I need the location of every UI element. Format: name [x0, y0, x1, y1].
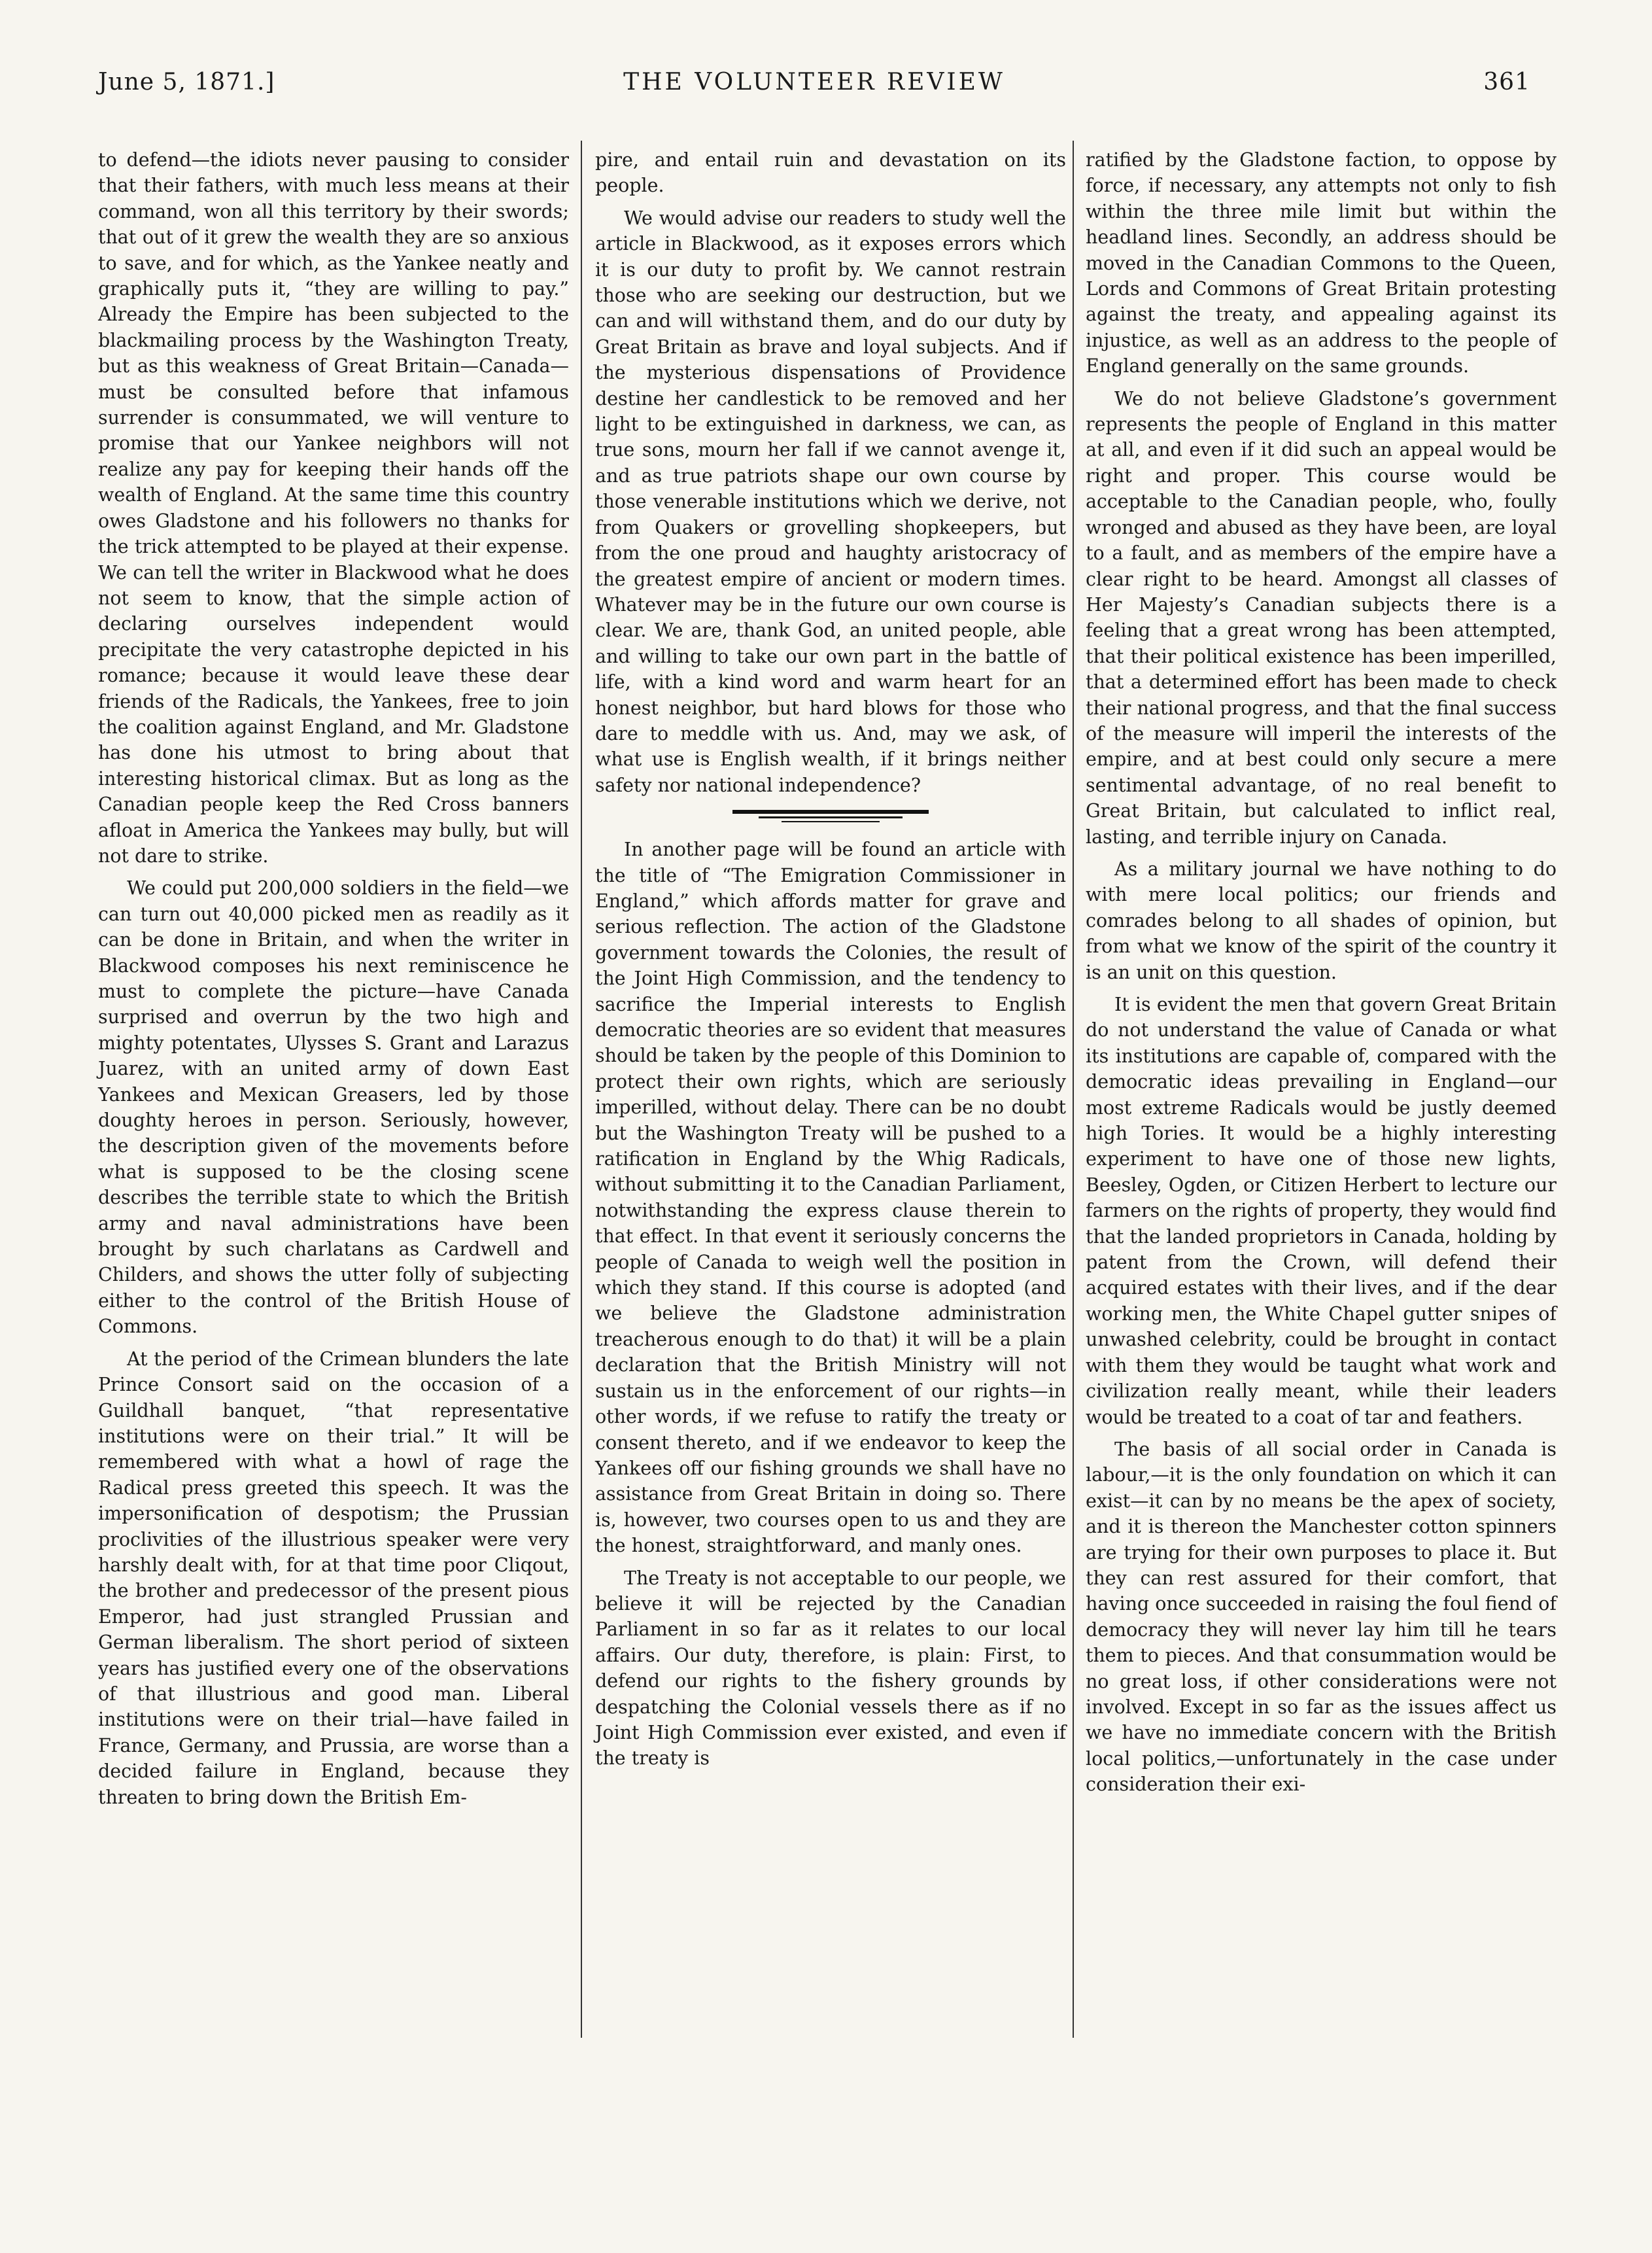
column-2 — [595, 147, 1066, 1778]
paragraph: We would advise our readers to study well the article in Blackwood, as it exposes errors which it is our duty to profit by. We cannot restrain those who are seeking our destruction, but we can and will withstand them, and do our duty by Great Britain as brave and loyal subjects. And if the mysterious dispensations of Providence destine her candlestick to be removed and her light to be extinguished in darkness, we can, as true sons, mourn her fall if we cannot avenge it, and as true patriots shape our own course by those venerable institutions which we derive, not from Quakers or grovelling shopkeepers, but from the one proud and haughty aristocracy of the greatest empire of ancient or modern times. Whatever may be in the future our own course is clear. We are, thank God, an united people, able and willing to take our own part in the battle of life, with a kind word and warm heart for an honest neighbor, but hard blows for those who dare to meddle with us. And, may we ask, of what use is English wealth, if it brings neither safety nor national independence? — [595, 207, 1066, 796]
column-1 — [98, 147, 569, 1817]
paragraph: In another page will be found an article with the title of “The Emigration Commissioner in England,” which affords matter for grave and serious reflection. The action of the Gladstone government towards the Colonies, the result of the Joint High Commission, and the tendency to sacrifice the Imperial interests to English democratic theories are so evident that measures should be taken by the people of this Dominion to protect their own rights, which are seriously imperilled, without delay. There can be no doubt but the Washington Treaty will be pushed to a ratification in England by the Whig Radicals, without submitting it to the Canadian Parliament, notwithstanding the express clause therein to that effect. In that event it seriously concerns the people of Canada to weigh well the position in which they stand. If this course is adopted (and we believe the Gladstone administration treacherous enough to do that) it will be a plain declaration that the British Ministry will not sustain us in the enforcement of our rights—in other words, if we refuse to ratify the treaty or consent thereto, and if we endeavor to keep the Yankees off our fishing grounds we shall have no assistance from Great Britain in doing so. There is, however, two courses open to us and they are the honest, straightforward, and manly ones. — [595, 839, 1066, 1557]
column-divider — [1073, 141, 1074, 2038]
column-3 — [1086, 147, 1557, 1804]
paragraph: We do not believe Gladstone’s government represents the people of England in this matter at all, and even if it did such an appeal would be right and proper. This course would be acceptable to the Canadian people, who, foully wronged and abused as they have been, are loyal to a fault, and as members of the empire have a clear right to be heard. Amongst all classes of Her Majesty’s Canadian subjects there is a feeling that a great wrong has been attempted, that their political existence has been imperilled, that a determined effort has been made to check their national progress, and that the final success of the measure will imperil the interests of the empire, and at best could only secure a mere sentimental advantage, of no real benefit to Great Britain, but calculated to inflict real, lasting, and terrible injury on Canada. — [1086, 387, 1557, 848]
page-number: 361 — [1483, 69, 1530, 96]
page-header — [98, 69, 1530, 108]
section-separator — [732, 810, 929, 822]
paragraph: The basis of all social order in Canada is labour,—it is the only foundation on which it can exist—it can by no means be the apex of society, and it is thereon the Manchester cotton spinners are trying for their own purposes to place it. But they can rest assured for their comfort, that having once succeeded in raising the foul fiend of democracy they will never lay him till he tears them to pieces. And that consummation would be no great loss, if other considerations were not involved. Except in so far as the issues affect us we have no immediate concern with the British local politics,—unfortunately in the case under consideration their exi- — [1086, 1438, 1557, 1796]
paragraph: It is evident the men that govern Great Britain do not understand the value of Canada or what its institutions are capable of, compared with the democratic ideas prevailing in England—our most extreme Radicals would be justly deemed high Tories. It would be a highly interesting experiment to have one of those new lights, Beesley, Ogden, or Citizen Herbert to lecture our farmers on the rights of property, they would find that the landed proprietors in Canada, holding by patent from the Crown, will defend their acquired estates with their lives, and if the dear working men, the White Chapel gutter snipes of unwashed celebrity, could be brought in contact with them they would be taught what work and civilization really meant, while their leaders would be treated to a coat of tar and feathers. — [1086, 994, 1557, 1428]
paragraph: At the period of the Crimean blunders the late Prince Consort said on the occasion of a Guildhall banquet, “that representative institutions were on their trial.” It will be remembered with what a howl of rage the Radical press greeted this speech. It was the impersonification of despotism; the Prussian proclivities of the illustrious speaker were very harshly dealt with, for at that time poor Cliqout, the brother and predecessor of the present pious Emperor, had just strangled Prussian and German liberalism. The short period of sixteen years has justified every one of the observations of that illustrious and good man. Liberal institutions were on their trial—have failed in France, Germany, and Prussia, are worse than a decided failure in England, because they threaten to bring down the British Em- — [98, 1348, 569, 1808]
paragraph: ratified by the Gladstone faction, to oppose by force, if necessary, any attempts not only to fish within the three mile limit but within the headland lines. Secondly, an address should be moved in the Canadian Commons to the Queen, Lords and Commons of Great Britain protesting against the treaty, and appealing against its injustice, as well as an address to the people of England generally on the same grounds. — [1086, 149, 1557, 377]
publication-title: THE VOLUNTEER REVIEW — [623, 69, 1005, 96]
paragraph: As a military journal we have nothing to do with mere local politics; our friends and comrades belong to all shades of opinion, but from what we know of the spirit of the country it is an unit on this question. — [1086, 858, 1557, 983]
paragraph: to defend—the idiots never pausing to consider that their fathers, with much less means at their command, won all this territory by their swords; that out of it grew the wealth they are so anxious to save, and for which, as the Yankee neatly and graphically puts it, “they are willing to pay.” Already the Empire has been subjected to the blackmailing process by the Washington Treaty, but as this weakness of Great Britain—Canada—must be consulted before that infamous surrender is consummated, we will venture to promise that our Yankee neighbors will not realize any pay for keeping their hands off the wealth of England. At the same time this country owes Gladstone and his followers no thanks for the trick attempted to be played at their expense. We can tell the writer in Blackwood what he does not seem to know, that the simple action of declaring ourselves independent would precipitate the very catastrophe depicted in his romance; because it would leave these dear friends of the Radicals, the Yankees, free to join the coalition against England, and Mr. Gladstone has done his utmost to bring about that interesting historical climax. But as long as the Canadian people keep the Red Cross banners afloat in America the Yankees may bully, but will not dare to strike. — [98, 149, 569, 867]
paragraph: pire, and entail ruin and devastation on its people. — [595, 149, 1066, 197]
issue-date: June 5, 1871.] — [98, 69, 275, 96]
paragraph: We could put 200,000 soldiers in the field—we can turn out 40,000 picked men as readily as it can be done in Britain, and when the writer in Blackwood composes his next reminiscence he must to complete the picture—have Canada surprised and overrun by the two high and mighty potentates, Ulysses S. Grant and Larazus Juarez, with an united army of down East Yankees and Mexican Greasers, led by those doughty heroes in person. Seriously, however, the description given of the movements before what is supposed to be the closing scene describes the terrible state to which the British army and naval administrations have been brought by such charlatans as Cardwell and Childers, and shows the utter folly of subjecting either to the control of the British House of Commons. — [98, 877, 569, 1338]
column-divider — [581, 141, 582, 2038]
paragraph: The Treaty is not acceptable to our people, we believe it will be rejected by the Canadian Parliament in so far as it relates to our local affairs. Our duty, therefore, is plain: First, to defend our rights to the fishery grounds by despatching the Colonial vessels there as if no Joint High Commission ever existed, and even if the treaty is — [595, 1567, 1066, 1770]
